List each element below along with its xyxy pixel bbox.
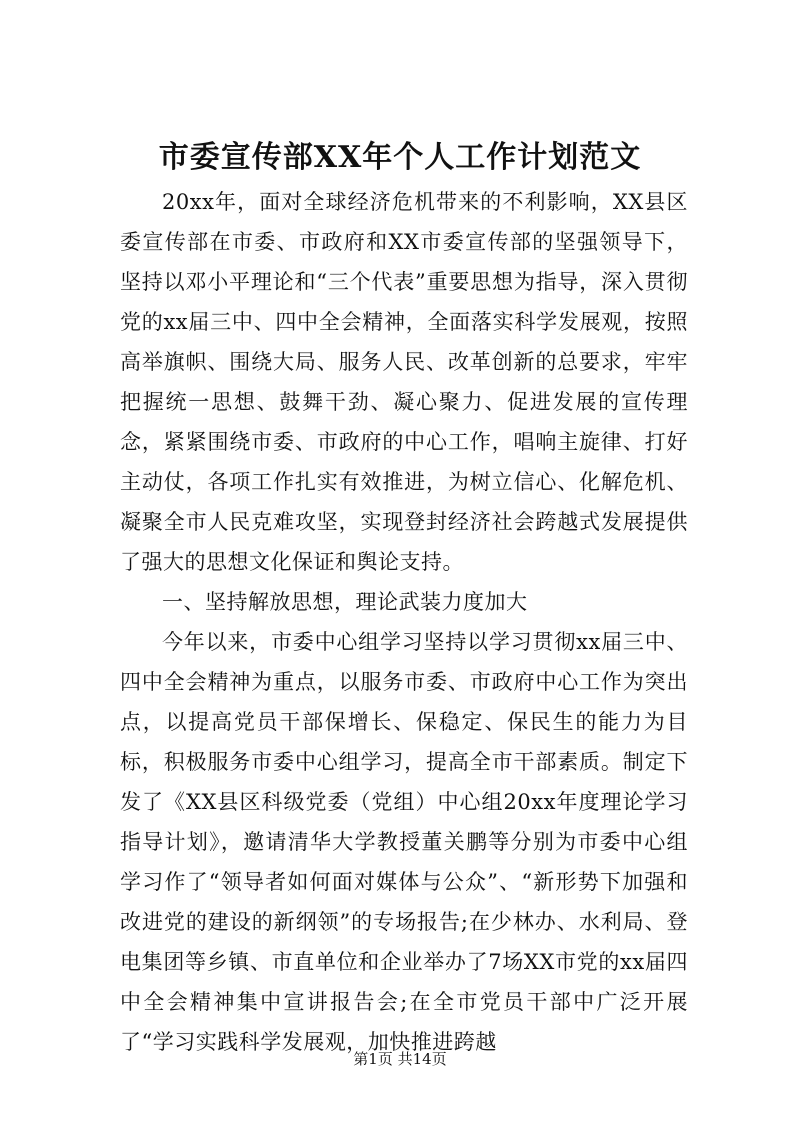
paragraph-intro: 20xx年，面对全球经济危机带来的不利影响，XX县区委宣传部在市委、市政府和XX市委宣传部的坚强领导下，坚持以邓小平理论和“三个代表”重要思想为指导，深入贯彻党的xx届三中、四中全会精神，全面落实科学发展观，按照高举旗帜、围绕大局、服务人民、改革创新的总要求，牢牢把握统一思想、鼓舞干劲、凝心聚力、促进发展的宣传理念，紧紧围绕市委、市政府的中心工作，唱响主旋律、打好主动仗，各项工作扎实有效推进，为树立信心、化解危机、凝聚全市人民克难攻坚，实现登封经济社会跨越式发展提供了强大的思想文化保证和舆论支持。 [120, 190, 688, 574]
paragraph-theory-study: 今年以来，市委中心组学习坚持以学习贯彻xx届三中、四中全会精神为重点，以服务市委、市政府中心工作为突出点，以提高党员干部保增长、保稳定、保民生的能力为目标，积极服务市委中心组学习，提高全市干部素质。制定下发了《XX县区科级党委（党组）中心组20xx年度理论学习指导计划》，邀请清华大学教授董关鹏等分别为市委中心组学习作了“领导者如何面对媒体与公众”、“新形势下加强和改进党的建设的新纲领”的专场报告;在少林办、水利局、登电集团等乡镇、市直单位和企业举办了7场XX市党的xx届四中全会精神集中宣讲报告会;在全市党员干部中广泛开展了“学习实践科学发展观，加快推进跨越 [120, 630, 688, 1054]
document-title: 市委宣传部XX年个人工作计划范文 [158, 140, 642, 175]
page-footer: 第1页 共14页 [353, 1050, 447, 1068]
document-body [120, 182, 688, 1062]
section-heading-1: 一、坚持解放思想，理论武装力度加大 [162, 590, 528, 614]
